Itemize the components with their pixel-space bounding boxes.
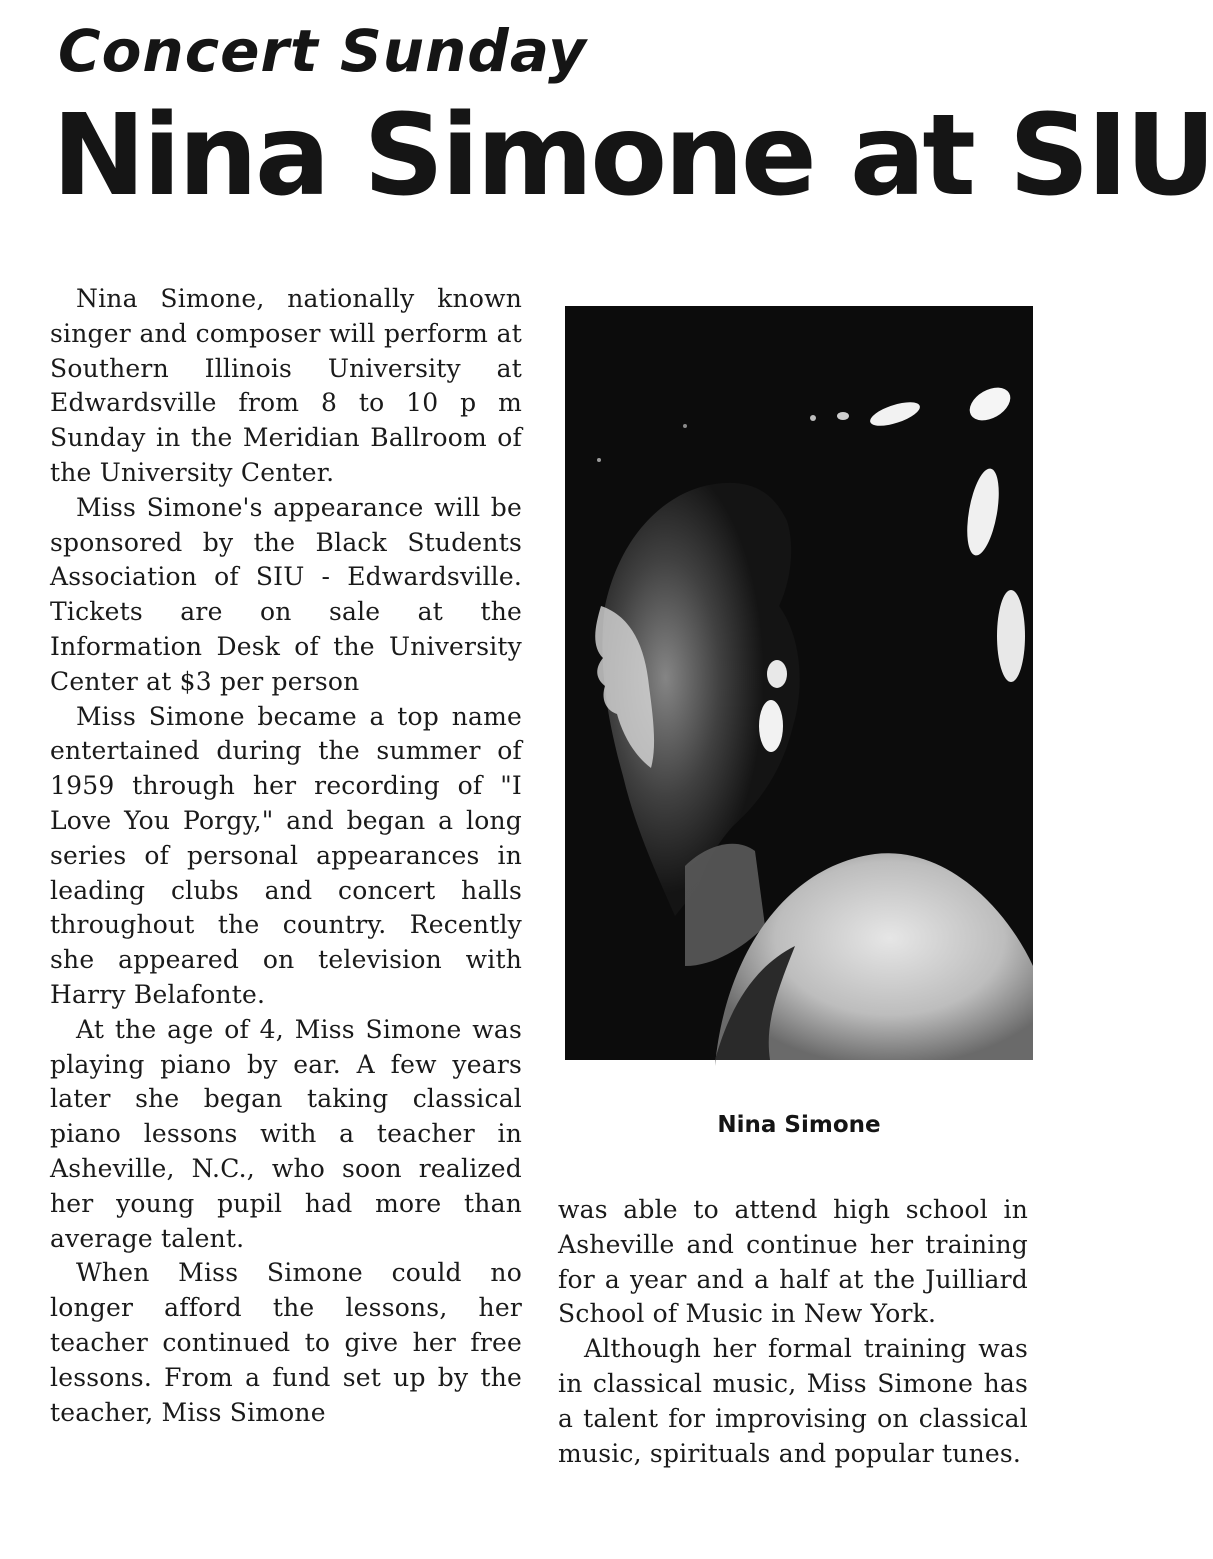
article-paragraph: Miss Simone became a top name entertained during the summer of 1959 through her recording of "I Love You Porgy," and began a long series of personal appearances in leading clubs and concert halls throughout the country. Recently she appeared on television with Harry Belafonte. <box>50 701 522 1009</box>
article-paragraph: Nina Simone, nationally known singer and composer will perform at Southern Illinois University at Edwardsville from 8 to 10 p m Sunday in the Meridian Ballroom of the University Center. <box>50 284 522 487</box>
article-headline: Nina Simone at SIU <box>52 91 1213 221</box>
article-kicker: Concert Sunday <box>58 17 587 85</box>
article-paragraph: was able to attend high school in Asheville and continue her training for a year and a half at the Juilliard School of Music in New York. <box>558 1195 1028 1329</box>
portrait-photo <box>565 306 1033 1060</box>
article-right-column <box>558 1193 1028 1471</box>
article-paragraph: Miss Simone's appearance will be sponsored by the Black Students Association of SIU - Edwardsville. Tickets are on sale at the Information Desk of the University Center at $3 per person <box>50 492 522 696</box>
article-paragraph: Although her formal training was in classical music, Miss Simone has a talent for improvising on classical music, spirituals and popular tunes. <box>558 1334 1028 1468</box>
portrait-silhouette-image <box>565 306 1033 1060</box>
article-left-column <box>50 282 522 1430</box>
article-paragraph: When Miss Simone could no longer afford the lessons, her teacher continued to give her free lessons. From a fund set up by the teacher, Miss Simone <box>50 1258 522 1427</box>
article-paragraph: At the age of 4, Miss Simone was playing piano by ear. A few years later she began taking classical piano lessons with a teacher in Asheville, N.C., who soon realized her young pupil had more than average talent. <box>50 1014 522 1253</box>
photo-caption: Nina Simone <box>717 1112 881 1138</box>
